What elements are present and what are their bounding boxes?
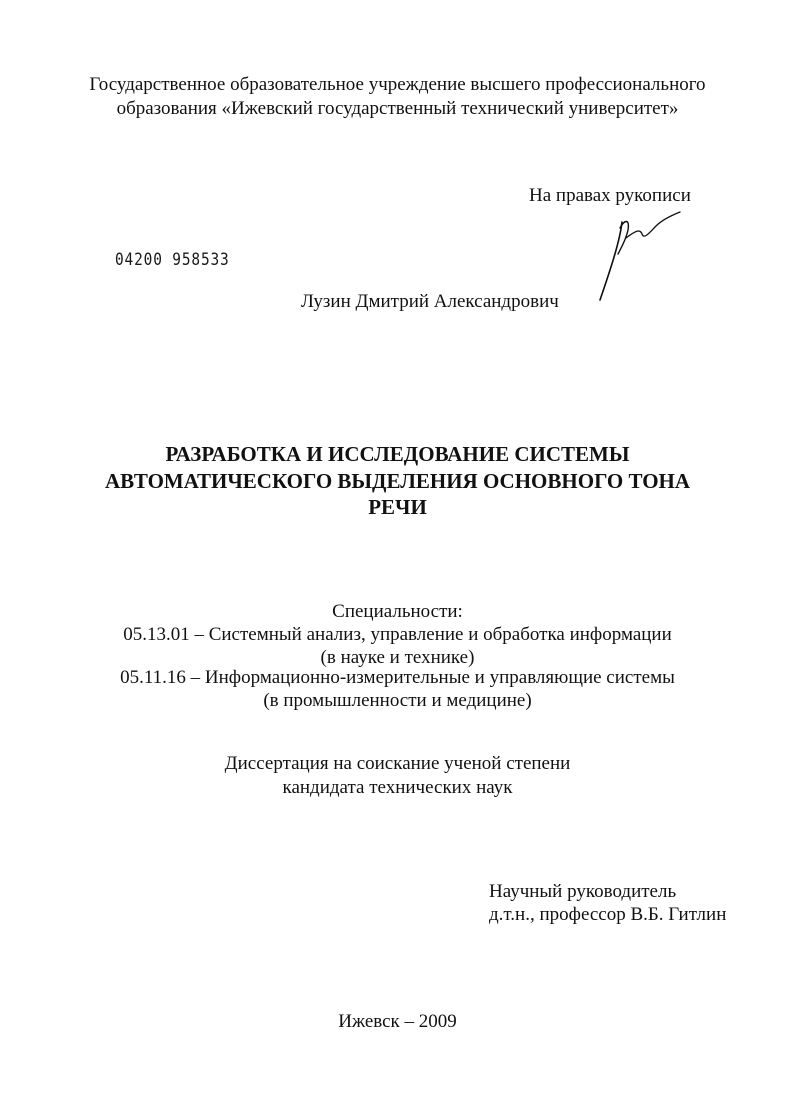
institution-line-2: образования «Ижевский государственный технический университет» [116, 98, 679, 119]
supervisor-label: Научный руководитель [489, 881, 677, 902]
handwritten-signature-icon [590, 210, 690, 305]
institution-line-1: Государственное образовательное учреждение высшего профессионального [89, 74, 706, 95]
specialty-1-note: (в науке и технике) [320, 647, 475, 668]
author-name: Лузин Дмитрий Александрович [301, 291, 559, 312]
specialty-2-note: (в промышленности и медицине) [263, 690, 532, 711]
registration-code: 04200 958533 [115, 250, 230, 270]
specialties-heading: Специальности: [332, 601, 463, 622]
title-line-1: РАЗРАБОТКА И ИССЛЕДОВАНИЕ СИСТЕМЫ [165, 442, 630, 466]
title-line-3: РЕЧИ [368, 495, 427, 519]
dissertation-line-2: кандидата технических наук [282, 777, 513, 798]
supervisor-name: д.т.н., профессор В.Б. Гитлин [489, 904, 727, 925]
dissertation-line-1: Диссертация на соискание ученой степени [224, 753, 571, 774]
specialty-2: 05.11.16 – Информационно-измерительные и управляющие системы [120, 667, 675, 688]
city-year: Ижевск – 2009 [338, 1011, 457, 1032]
specialty-1: 05.13.01 – Системный анализ, управление и обработка информации [123, 624, 672, 645]
rights-note: На правах рукописи [529, 185, 691, 206]
title-line-2: АВТОМАТИЧЕСКОГО ВЫДЕЛЕНИЯ ОСНОВНОГО ТОНА [104, 469, 691, 493]
